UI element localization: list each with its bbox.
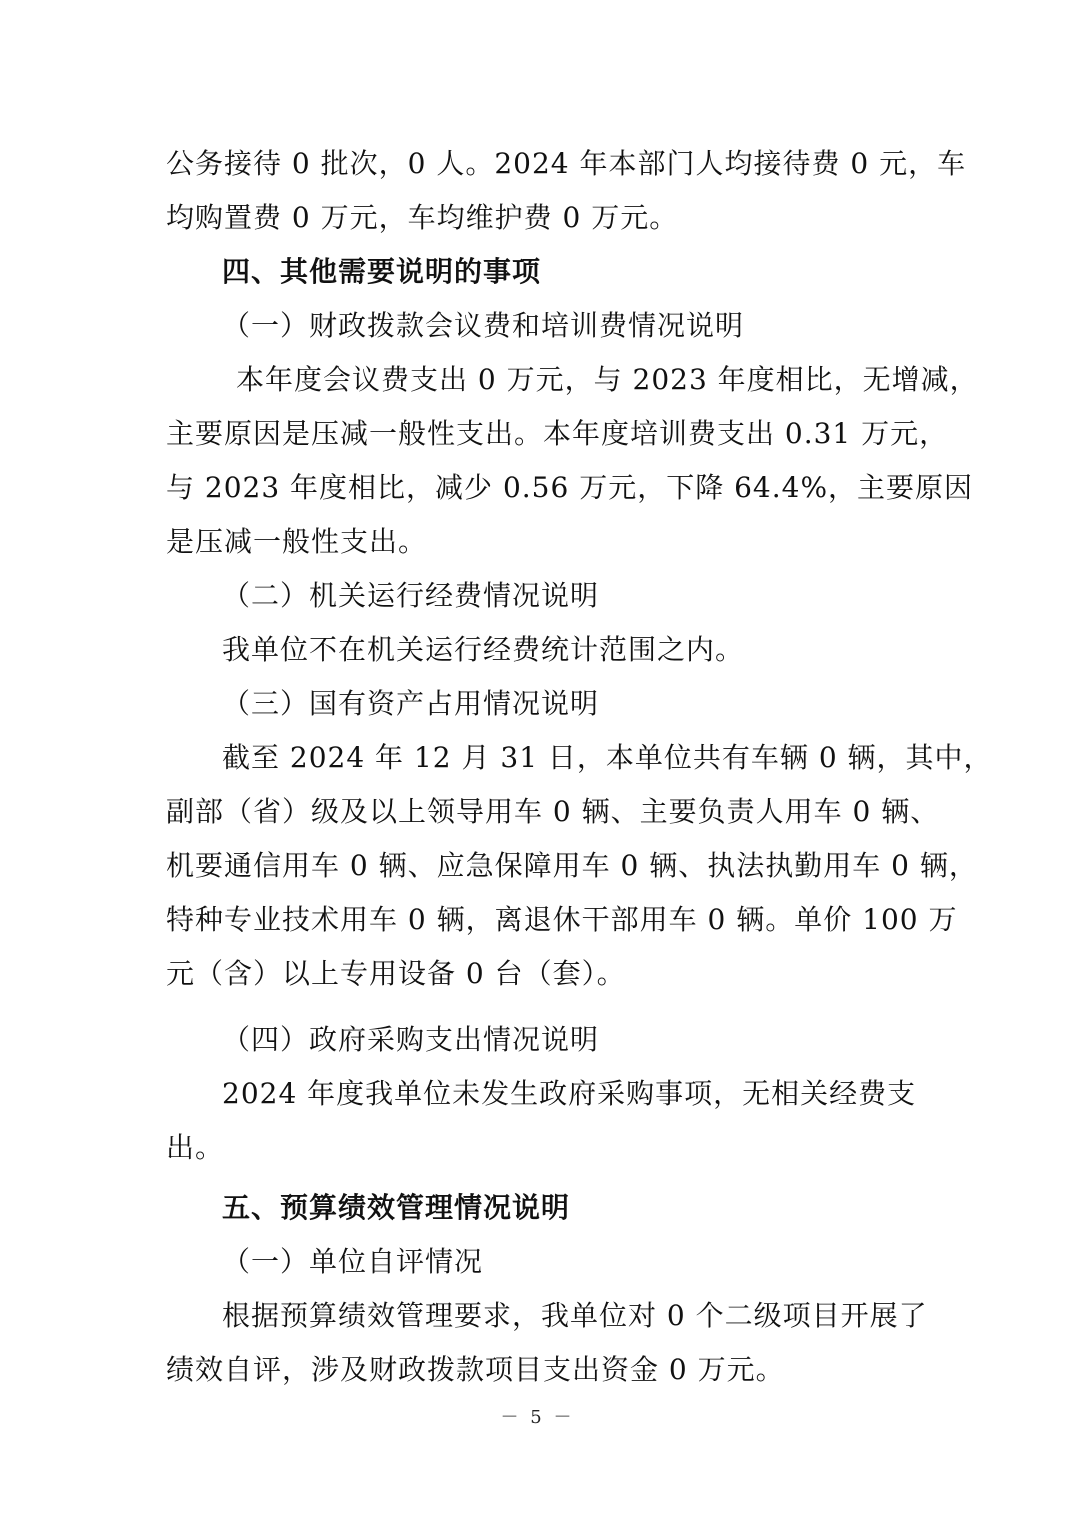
paragraph-line: 绩效自评，涉及财政拨款项目支出资金 0 万元。	[166, 1353, 785, 1386]
section-heading: 五、预算绩效管理情况说明	[222, 1191, 571, 1224]
subsection-heading: （三）国有资产占用情况说明	[222, 687, 600, 720]
paragraph-line: 是压减一般性支出。	[166, 525, 428, 558]
paragraph-line: 特种专业技术用车 0 辆，离退休干部用车 0 辆。单价 100 万	[166, 903, 958, 936]
subsection-heading: （四）政府采购支出情况说明	[222, 1023, 600, 1056]
paragraph-line: 主要原因是压减一般性支出。本年度培训费支出 0.31 万元，	[166, 417, 949, 450]
paragraph-line: 本年度会议费支出 0 万元，与 2023 年度相比，无增减，	[236, 363, 979, 396]
page-number: － 5 －	[500, 1407, 575, 1428]
paragraph-line: 均购置费 0 万元，车均维护费 0 万元。	[166, 201, 679, 234]
paragraph-line: 截至 2024 年 12 月 31 日，本单位共有车辆 0 辆，其中，	[222, 741, 993, 774]
paragraph-line: 根据预算绩效管理要求，我单位对 0 个二级项目开展了	[222, 1299, 928, 1332]
subsection-heading: （二）机关运行经费情况说明	[222, 579, 600, 612]
paragraph-line: 与 2023 年度相比，减少 0.56 万元，下降 64.4%，主要原因	[166, 471, 974, 504]
paragraph-line: 我单位不在机关运行经费统计范围之内。	[222, 633, 745, 666]
paragraph-line: 元（含）以上专用设备 0 台（套）。	[166, 957, 626, 990]
subsection-heading: （一）财政拨款会议费和培训费情况说明	[222, 309, 745, 342]
paragraph-line: 公务接待 0 批次，0 人。2024 年本部门人均接待费 0 元，车	[166, 147, 967, 180]
paragraph-line: 机要通信用车 0 辆、应急保障用车 0 辆、执法执勤用车 0 辆，	[166, 849, 978, 882]
subsection-heading: （一）单位自评情况	[222, 1245, 484, 1278]
paragraph-line: 2024 年度我单位未发生政府采购事项，无相关经费支	[222, 1077, 917, 1110]
paragraph-line: 副部（省）级及以上领导用车 0 辆、主要负责人用车 0 辆、	[166, 795, 940, 828]
section-heading: 四、其他需要说明的事项	[222, 255, 542, 288]
paragraph-line: 出。	[166, 1131, 225, 1164]
